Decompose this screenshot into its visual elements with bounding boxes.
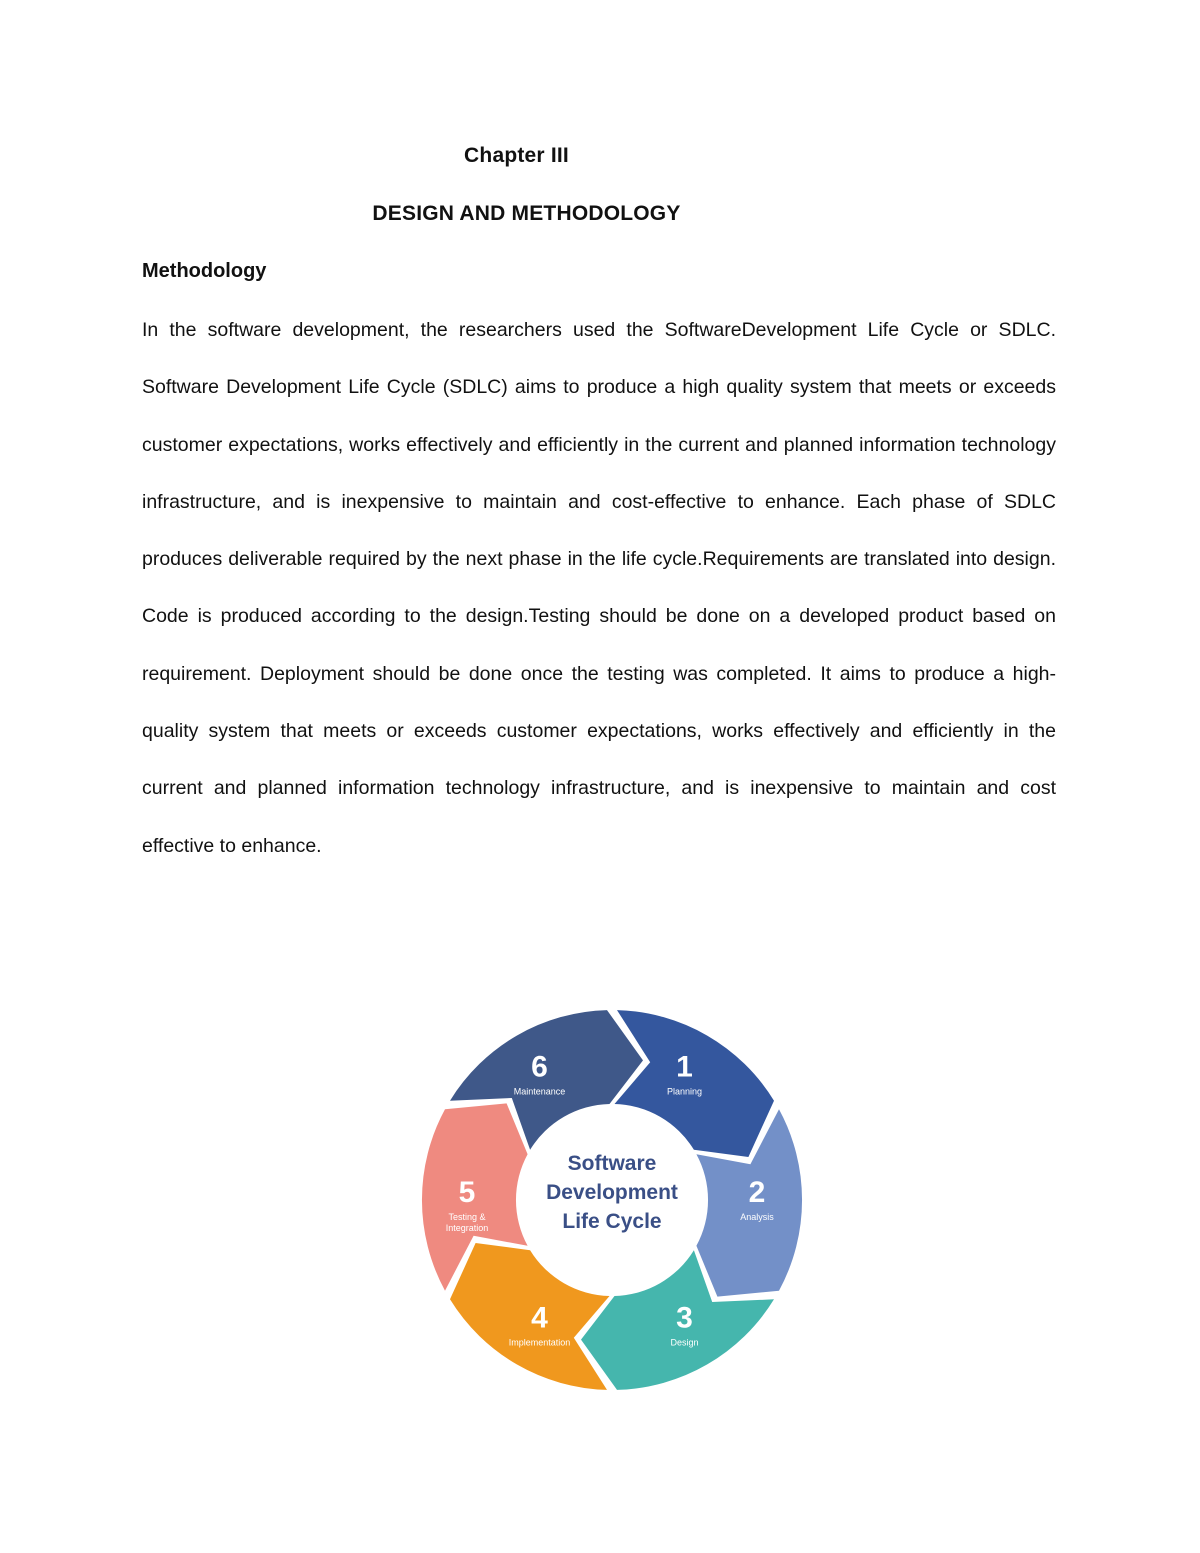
phase-label-3: Design xyxy=(670,1337,699,1348)
phase-label-6: Maintenance xyxy=(513,1086,566,1097)
phase-label-4: Implementation xyxy=(508,1337,571,1348)
phase-label-5: Testing & xyxy=(448,1212,486,1222)
chapter-heading: Chapter III xyxy=(464,144,569,167)
phase-segment-1 xyxy=(615,1010,775,1157)
diagram-center-line2: Development xyxy=(546,1181,678,1204)
phase-number-4: 4 xyxy=(531,1301,548,1335)
phase-number-6: 6 xyxy=(531,1050,548,1084)
phase-label-2: Analysis xyxy=(740,1212,774,1222)
sdlc-cycle-graphic xyxy=(414,1000,814,1400)
diagram-center-line1: Software xyxy=(567,1152,657,1175)
section-heading: Methodology xyxy=(142,260,267,282)
phase-number-5: 5 xyxy=(458,1176,476,1209)
sdlc-diagram xyxy=(414,1000,814,1400)
methodology-paragraph: In the software development, the researchers used the SoftwareDevelopment Life Cycle or SDLC. Software Development Life Cycle (SDLC) aims to produce a high quality system that meets or exceeds customer expectations, works effectively and efficiently in the current and planned information technology infrastructure, and is inexpensive to maintain and cost-effective to enhance. Each phase of SDLC produces deliverable required by the next phase in the life cycle.Requirements are translated into design. Code is produced according to the design.Testing should be done on a developed product based on requirement. Deployment should be done once the testing was completed. It aims to produce a high-quality system that meets or exceeds customer expectations, works effectively and efficiently in the current and planned information technology infrastructure, and is inexpensive to maintain and cost effective to enhance. xyxy=(142,319,1056,857)
phase-label2-5: Integration xyxy=(445,1223,489,1233)
phase-number-1: 1 xyxy=(676,1050,693,1084)
phase-label-1: Planning xyxy=(666,1086,703,1097)
chapter-title: DESIGN AND METHODOLOGY xyxy=(372,202,681,225)
diagram-center-line3: Life Cycle xyxy=(562,1210,662,1233)
phase-number-3: 3 xyxy=(676,1301,693,1335)
phase-segment-4 xyxy=(450,1243,610,1390)
phase-number-2: 2 xyxy=(748,1176,766,1209)
